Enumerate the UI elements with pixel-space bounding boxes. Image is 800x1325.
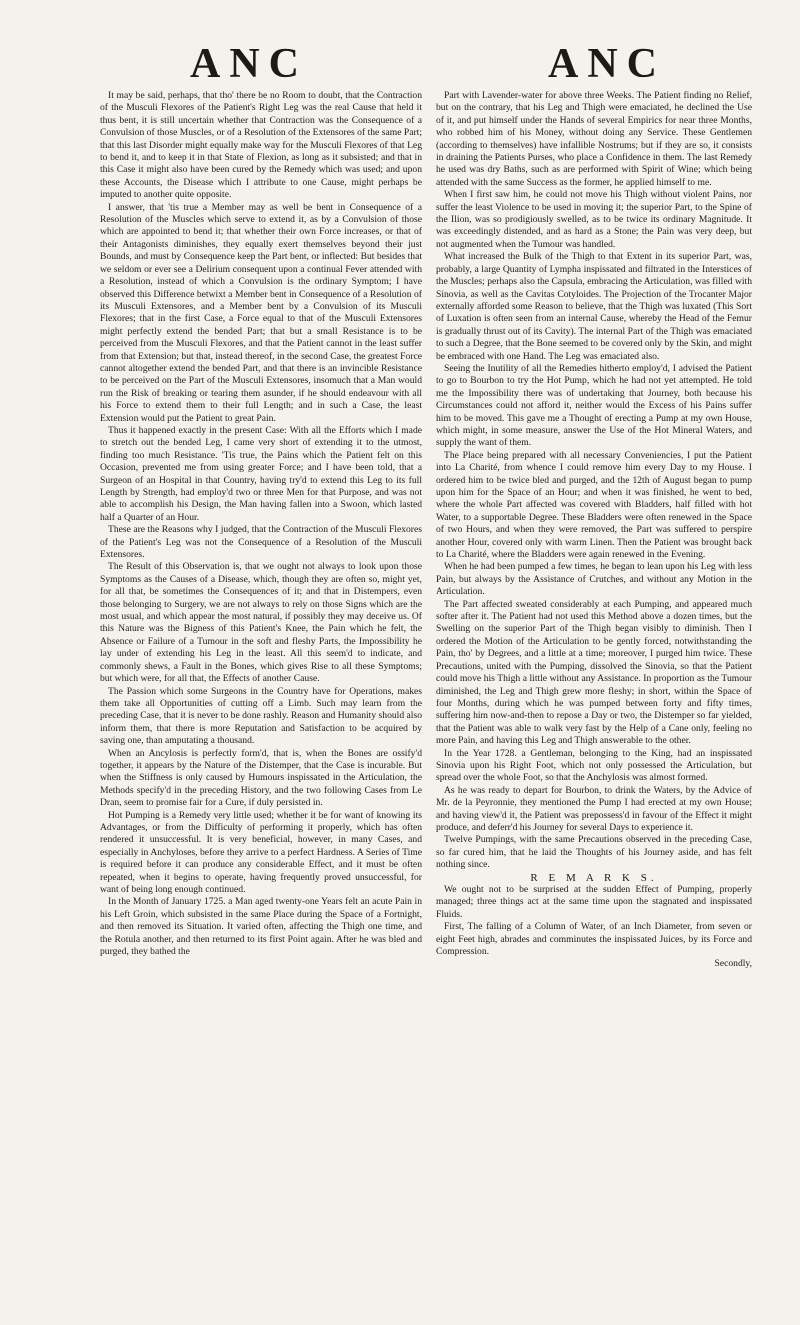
paragraph: The Place being prepared with all necessary Conveniencies, I put the Patient into La Charité, from whence I could remove him every Day to my House. I ordered him to be twice bled and purged, and the 12th of August began to pump upon him for the Space of an Hour; and when it was finished, he went to bed, where the whole Part affected was covered with Bladders, half filled with hot Water, to a supportable Degree. These Bladders were often renewed in the Space of two Hours, and when they were removed, the Part was suffered to perspire another Hour, covered only with warm Linen. Then the Patient was brought back to La Charité, where the Bladders were again renewed in the Evening. (436, 449, 752, 561)
paragraph: Part with Lavender-water for above three Weeks. The Patient finding no Relief, but on the contrary, that his Leg and Thigh were emaciated, he declined the Use of it, and put himself under the Hands of several Empirics for near three Months, who robbed him of his Money, without doing any Service. These Gentlemen (according to themselves) have infallible Nostrums; but if they are so, it consists in draining the Patients Purses, who place a Confidence in them. The last Remedy he used was dry Baths, such as are performed with Spirit of Wine; which being attended with the same Success as the former, he applied himself to me. (436, 90, 752, 188)
paragraph: I answer, that 'tis true a Member may as well be bent in Consequence of a Resolution of the Muscles which serve to extend it, as by a Convulsion of those which are appointed to bend it; that whether their own Force increases, or that of their Antagonists diminishes, they equally exert themselves beyond their just Bounds, and must by Consequence keep the Part bent, or inflected: But besides that we seldom or ever see a Delirium consequent upon a continual Fever attended with a Resolution, instead of which a Convulsion is the ordinary Symptom; I have observed this Difference betwixt a Member bent in Consequence of a Resolution of its Musculi Extensores, and a Member bent by a Convulsion of its Musculi Flexores; that in the first Case, a Force equal to that of the Musculi Extensores might perfectly extend the bended Part; that but a small Resistance is to be perceived from the Musculi Flexores, and that the Patient cannot in the least suffer from that Extension; but that, instead thereof, in the second Case, the greatest Force cannot altogether extend the bended Part, and that there is an invincible Resistance to be perceived on the Part of the Musculi Extensores, insomuch that a Man would run the Risk of breaking or tearing them asunder, if he should endeavour with all his Force to extend them to their full Length; and in such a Case, the least Extension would put the Patient to great Pain. (100, 201, 422, 424)
paragraph: The Result of this Observation is, that we ought not always to look upon those Symptoms as the Causes of a Disease, which, though they are often so, might yet, for all that, be sometimes the Consequences of it; and that in Distempers, even those belonging to Surgery, we are not always to rely on those Signs which are the most usual, and which appear the most natural, if possibly they may deceive us. Of this Nature was the Bigness of this Patient's Knee, the Pain which he felt, the Absence or Failure of a Tumour in the soft and fleshy Parts, the Impossibility he lay under of extending his Leg in the least. All this seem'd to indicate, and commonly shews, a Fault in the Bones, which gives Rise to all these Symptoms; but which were, for all that, the Effects of another Cause. (100, 561, 422, 685)
paragraph: In the Year 1728. a Gentleman, belonging to the King, had an inspissated Sinovia upon his Right Foot, which not only possessed the Articulation, but spread over the whole Foot, so that the Anchylosis was almost formed. (436, 747, 752, 784)
paragraph: First, The falling of a Column of Water, of an Inch Diameter, from seven or eight Feet high, abrades and comminutes the inspissated Juices, by its Force and Compression. (436, 921, 752, 958)
right-running-headword: ANC (548, 41, 666, 87)
paragraph: Thus it happened exactly in the present Case: With all the Efforts which I made to stretch out the bended Leg, I came very short of extending it to the utmost, finding too much Resistance. 'Tis true, the Pains which the Patient felt on this Occasion, prevented me from using greater Force; and I have been told, that a Surgeon of an Hospital in that Country, having try'd to extend this Leg to its full Length by Strength, had employ'd two or three Men for that Purpose, and was not able to accomplish his Design, the Man having fallen into a Swoon, which lasted half a Quarter of an Hour. (100, 424, 422, 523)
paragraph: It may be said, perhaps, that tho' there be no Room to doubt, that the Contraction of the Musculi Flexores of the Patient's Right Leg was the real Cause that held it thus bent, it is still uncertain whether that Contraction was the Consequence of a Convulsion of those Muscles, or of a Resolution of the Extensores of the same Part; that this last Disorder might equally make way for the Musculi Flexores of that Leg to bend it, and to keep it in that State of Flexion, as long as it subsisted; and that in this Case it might also have been cured by the Remedy which was used; and upon these Accounts, the Disease which I attribute to one Cause, might perhaps be imputed to another quite opposite. (100, 90, 422, 201)
paragraph: We ought not to be surprised at the sudden Effect of Pumping, properly managed; three things act at the same time upon the stagnated and inspissated Fluids. (436, 884, 752, 920)
paragraph: Seeing the Inutility of all the Remedies hitherto employ'd, I advised the Patient to go to Bourbon to try the Hot Pump, which he had not yet attempted. He told me the Impossibility there was of undertaking that Journey, both because his Circumstances could not afford it, neither would the Excess of his Pains suffer him to be moved. This gave me a Thought of erecting a Pump at my own House, which might, in some measure, answer the Use of the Hot Mineral Waters, and supply the want of them. (436, 362, 752, 449)
left-text-column (100, 90, 422, 1308)
paragraph: The Passion which some Surgeons in the Country have for Operations, makes them take all Opportunities of cutting off a Limb. Such may learn from the preceding Case, that it is never to be done rashly. Reason and Humanity should also inform them, that there is more Reputation and Satisfaction to be acquired by saving one, than amputating a thousand. (100, 685, 422, 747)
paragraph: As he was ready to depart for Bourbon, to drink the Waters, by the Advice of Mr. de la Peyronnie, they mentioned the Pump I had erected at my own House; and having view'd it, the Patient was prepossess'd in favour of the Effect it might produce, and deferr'd his Journey for several Days to experience it. (436, 784, 752, 833)
right-text-column (436, 90, 752, 1318)
paragraph: In the Month of January 1725. a Man aged twenty-one Years felt an acute Pain in his Left Groin, which subsisted in the same Place during the Space of a Fortnight, and then removed its Situation. It varied often, affecting the Thigh one time, and the Rotula another, and then returned to its first Point again. After he was bled and purged, they bathed the (100, 896, 422, 958)
paragraph: Twelve Pumpings, with the same Precautions observed in the preceding Case, so far cured him, that he laid the Thoughts of his Journey aside, and has felt nothing since. (436, 834, 752, 871)
left-running-headword: ANC (190, 41, 308, 87)
paragraph: Hot Pumping is a Remedy very little used; whether it be for want of knowing its Advantages, or from the Difficulty of performing it properly, which has often rendered it unsuccessful. It is very beneficial, however, in many Cases, and especially in Anchyloses, before they arrive to a perfect Hardness. A Series of Time is required before it can produce any considerable Effect, and it must be often repeated, when it begins to operate, having frequently proved unsuccessful, for want of being long enough continued. (100, 809, 422, 895)
remarks-heading: R E M A R K S. (530, 871, 658, 884)
paragraph: When an Ancylosis is perfectly form'd, that is, when the Bones are ossify'd together, it appears by the Nature of the Distemper, that the Case is incurable. But when the Stiffness is only caused by Humours inspissated in the Articulation, the Methods specify'd in the preceding History, and the two following Cases from Le Dran, seem to promise fair for a Cure, if duly persisted in. (100, 747, 422, 809)
catchword: Secondly, (714, 958, 752, 970)
paragraph: What increased the Bulk of the Thigh to that Extent in its superior Part, was, probably, a large Quantity of Lympha inspissated and filtrated in the Interstices of the Muscles; perhaps also the Capsula, embracing the Articulation, was filled with Sinovia, as well as the Cavitas Cotyloides. The Projection of the Trocanter Major externally afforded some Reason to believe, that the Thigh was luxated (This Sort of Luxation is often seen from an internal Cause, whereby the Head of the Femur is gradually thrust out of its Cavity). The internal Part of the Thigh was emaciated to such a Degree, that the Bone seemed to be covered only by the Skin, and might be embraced with one Hand. The Leg was emaciated also. (436, 251, 752, 362)
paragraph: When he had been pumped a few times, he began to lean upon his Leg with less Pain, but always by the Assistance of Crutches, and without any Motion in the Articulation. (436, 561, 752, 598)
paragraph: The Part affected sweated considerably at each Pumping, and appeared much softer after it. The Patient had not used this Method above a dozen times, but the Swelling on the superior Part of the Thigh began visibly to diminish. Then I ordered the Motion of the Articulation to be gently forced, notwithstanding the Pain, tho' by Degrees, and a little at a time; moreover, I purged him twice. These Precautions, united with the Pumping, dissolved the Sinovia, so that the Patient could move his Thigh a little without any Assistance. In proportion as the Tumour diminished, the Leg and Thigh grew more fleshy; in short, within the Space of four Months, during which he was pumped between forty and fifty times, suffering him now-and-then to repose a Day or two, the Distemper so far yielded, that the Patient was able to walk very fast by the Help of a Cane only, feeling no more Pain, and having this Leg and Thigh answerable to the other. (436, 598, 752, 747)
paragraph: When I first saw him, he could not move his Thigh without violent Pains, nor suffer the least Violence to be used in moving it; the superior Part, to the Spine of the Ilion, was so prodigiously swelled, as to be twice its ordinary Magnitude. It was exceedingly distended, and as hard as a Stone; the Pain was very deep, but not augmented when the Tumour was handled. (436, 189, 752, 250)
paragraph: These are the Reasons why I judged, that the Contraction of the Musculi Flexores of the Patient's Leg was not the Consequence of a Resolution of the Musculi Extensores. (100, 524, 422, 561)
